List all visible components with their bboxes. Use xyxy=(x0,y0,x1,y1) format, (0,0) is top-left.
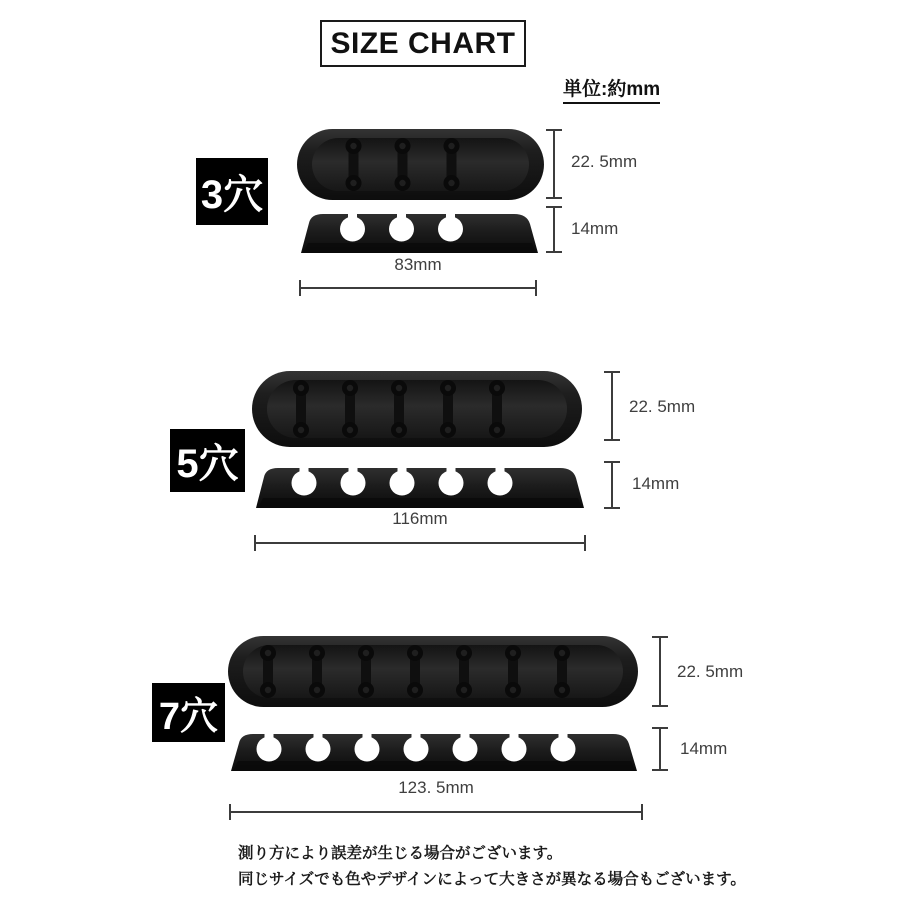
hole-count-label: 7穴 xyxy=(158,696,219,738)
dimension-label: 22. 5mm xyxy=(677,662,744,681)
dimension-label: 14mm xyxy=(680,739,728,758)
unit-note: 単位:約mm xyxy=(563,74,660,104)
dimension-line-vertical xyxy=(545,129,563,199)
dimension-line-vertical xyxy=(603,461,621,509)
dimension-line-vertical xyxy=(651,727,669,771)
hole-count-label: 3穴 xyxy=(200,173,264,217)
dimension-line-horizontal xyxy=(229,804,643,820)
page-title-text: SIZE CHART xyxy=(330,26,516,60)
cable-holder-side-view-7hole xyxy=(229,727,639,772)
footnote-line: 同じサイズでも色やデザインによって大きさが異なる場合もございます。 xyxy=(238,871,746,888)
dimension-line-horizontal xyxy=(299,280,537,296)
dimension-line-vertical xyxy=(603,371,621,441)
dimension-label: 22. 5mm xyxy=(629,397,696,416)
footnotes xyxy=(238,841,746,893)
hole-count-label: 5穴 xyxy=(176,442,239,486)
dimension-label: 14mm xyxy=(571,219,619,238)
page-title xyxy=(320,20,526,67)
hole-count-badge-5 xyxy=(170,429,245,492)
dimension-line-vertical xyxy=(545,206,563,253)
dimension-label: 22. 5mm xyxy=(571,152,638,171)
cable-holder-side-view-3hole xyxy=(299,207,540,254)
dimension-line-vertical xyxy=(651,636,669,707)
dimension-label: 14mm xyxy=(632,474,680,493)
hole-count-badge-7 xyxy=(152,683,225,742)
cable-holder-top-view-7hole xyxy=(228,636,638,707)
dimension-label-width: 116mm xyxy=(392,509,448,528)
hole-count-badge-3 xyxy=(196,158,268,225)
dimension-line-horizontal xyxy=(254,535,586,551)
dimension-label-width: 123. 5mm xyxy=(398,778,474,797)
dimension-label-width: 83mm xyxy=(394,255,442,274)
cable-holder-top-view-5hole xyxy=(252,371,582,447)
cable-holder-side-view-5hole xyxy=(254,461,586,509)
cable-holder-top-view-3hole xyxy=(297,129,544,200)
footnote-line: 測り方により誤差が生じる場合がございます。 xyxy=(238,845,563,862)
